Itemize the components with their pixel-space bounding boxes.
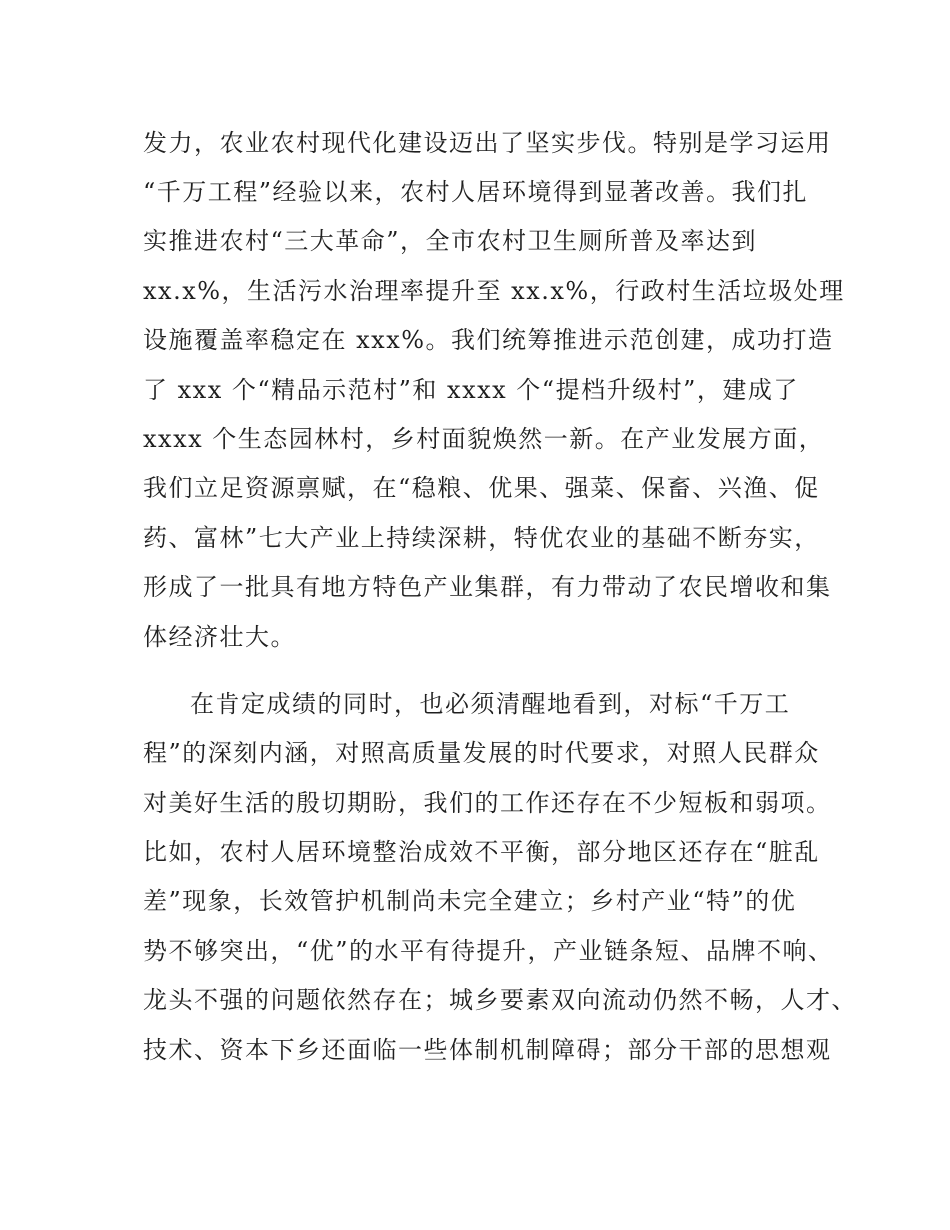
text-line: 我们立足资源禀赋，在“稳粮、优果、强菜、保畜、兴渔、促 bbox=[143, 474, 820, 502]
text-line: 龙头不强的问题依然存在；城乡要素双向流动仍然不畅，人才、 bbox=[143, 986, 857, 1014]
text-line: 差”现象，长效管护机制尚未完全建立；乡村产业“特”的优 bbox=[143, 887, 797, 915]
text-line: xxxx 个生态园林村，乡村面貌焕然一新。在产业发展方面， bbox=[143, 425, 825, 453]
text-line: 药、富林”七大产业上持续深耕，特优农业的基础不断夯实， bbox=[143, 524, 820, 552]
text-line: 设施覆盖率稳定在 xxx%。我们统筹推进示范创建，成功打造 bbox=[143, 326, 834, 354]
text-line: xx.x%，生活污水治理率提升至 xx.x%，行政村生活垃圾处理 bbox=[143, 277, 845, 305]
text-line: 比如，农村人居环境整治成效不平衡，部分地区还存在“脏乱 bbox=[143, 838, 820, 866]
text-line: 对美好生活的殷切期盼，我们的工作还存在不少短板和弱项。 bbox=[143, 789, 832, 817]
text-line: 程”的深刻内涵，对照高质量发展的时代要求，对照人民群众 bbox=[143, 739, 820, 767]
text-line: 发力，农业农村现代化建设迈出了坚实步伐。特别是学习运用 bbox=[143, 129, 832, 157]
text-line: “千万工程”经验以来，农村人居环境得到显著改善。我们扎 bbox=[143, 178, 809, 206]
text-line: 形成了一批具有地方特色产业集群，有力带动了农民增收和集 bbox=[143, 573, 832, 601]
text-line: 实推进农村“三大革命”，全市农村卫生厕所普及率达到 bbox=[143, 227, 758, 255]
text-line: 技术、资本下乡还面临一些体制机制障碍；部分干部的思想观 bbox=[143, 1036, 832, 1064]
text-line: 了 xxx 个“精品示范村”和 xxxx 个“提档升级村”，建成了 bbox=[143, 376, 799, 404]
text-line: 势不够突出，“优”的水平有待提升，产业链条短、品牌不响、 bbox=[143, 937, 834, 965]
text-line: 体经济壮大。 bbox=[143, 623, 296, 651]
text-line-indented: 在肯定成绩的同时，也必须清醒地看到，对标“千万工 bbox=[190, 690, 791, 718]
